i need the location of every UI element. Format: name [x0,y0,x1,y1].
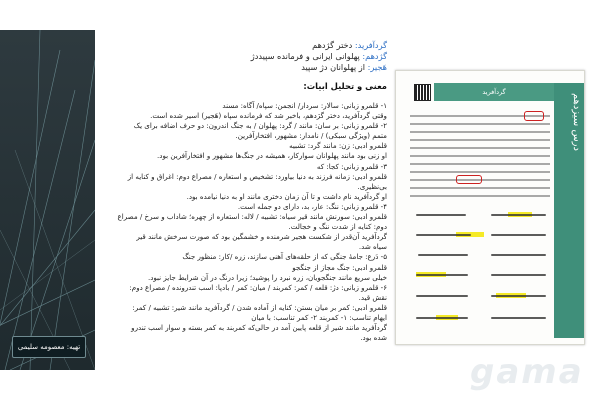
paragraph-line: ۲- قلمرو زبانی: بر سان: مانند / گرد: پهلوان / به جنگ اندرون: دو حرف اضافه برای یک [133,121,387,131]
paragraph-line: شده بود. [360,333,387,343]
header-line-1 [112,40,387,51]
paragraph-line: او زنی بود مانند پهلوانان سوارکار، همیشه در جنگ‌ها مشهور و افتخارآفرین بود. [157,151,387,161]
book-text-line [410,171,550,173]
paragraph-line: قلمرو ادبی: کمر بر میان بستن: کنایه از آماده شدن / گردآفرید مانند شیر: تشبیه / کمر: [132,302,387,312]
header-line-2 [112,51,387,62]
handwritten-line [416,214,466,216]
book-text-line [410,163,550,165]
book-text-line [410,187,550,189]
handwritten-line [418,254,468,256]
handwritten-line [491,274,546,276]
handwritten-line [491,317,546,319]
handwritten-line [416,274,468,276]
paragraph-line: ۶- قلمرو زبانی: دژ: قلعه / کمر: کمربند / میان: کمر / بادپا: اسب تندرونده / مصراع دوم: [129,282,387,292]
header-line-2-label: گژدهم: [362,51,387,61]
book-header-bar: گردآفرید [434,83,554,101]
paragraph-line: دوم: کنایه از شدت ننگ و خجالت. [288,222,387,232]
lesson-text-column [112,40,387,370]
book-text-line [410,195,550,197]
book-text-line [410,123,550,125]
book-text-line [410,155,550,157]
header-line-3 [112,62,387,73]
book-text-line [410,147,550,149]
paragraph-line: ۴- قلمرو زبانی: ننگ: عار، بد، دارای دو جمله است. [237,201,387,211]
book-page-image [395,70,585,345]
paragraph-line: گردآفرید مانند شیر از قلعه پایین آمد در حالی‌که کمربند به کمر بسته و سوار اسب تندرو [131,323,387,333]
header-line-3-value: از پهلوانان دژ سپید [301,62,366,72]
paragraph-line: قلمرو ادبی: زن: مانند گرد: تشبیه [289,141,387,151]
paragraph-line: ۵- دَرع: جامهٔ جنگی که از حلقه‌های آهنی سازند، زره /کار: منظور جنگ [182,252,387,262]
book-banner-title: درس سیزدهم [571,93,582,151]
paragraph-line: او گردآفرید نام داشت و تا آن زمان دختری مانند او به دنیا نیامده بود. [186,191,387,201]
handwritten-line [491,254,546,256]
book-text-line [410,131,550,133]
paragraph-line: گردآفرید آن‌قدر از شکست هجیر شرمنده و خشمگین بود که صورت سرخش مانند قیر [136,232,387,242]
red-annotation-mark [524,111,544,121]
author-badge: تهیه: معصومه سلیمی [12,336,86,358]
analysis-paragraphs [112,101,387,343]
paragraph-line: متمم (ویژگی سبکی) / نامدار: مشهور، افتخارآفرین. [235,131,387,141]
paragraph-line: بی‌نظیری. [357,181,387,191]
handwritten-line [416,317,468,319]
paragraph-line: خیلی سریع مانند جنگجویان، زره نبرد را پوشید؛ زیرا درنگ در آن شرایط جایز نبود. [147,272,387,282]
header-line-3-label: هَجیر: [367,62,387,72]
handwritten-line [491,234,546,236]
header-line-2-value: پهلوانی ایرانی و فرمانده سپیددژ [250,51,360,61]
paragraph-line: ایهام تناسب: ۱- کمربند ۲- کمر تناسب: با میان [251,312,387,322]
red-annotation-mark [456,175,482,184]
handwritten-line [416,234,471,236]
handwritten-line [491,214,546,216]
header-line-1-label: گردآفرید: [354,40,387,50]
handwritten-line [416,295,468,297]
paragraph-line: قلمرو ادبی: جنگ مجاز از جنگجو [292,262,387,272]
section-title: معنی و تحلیل ابیات: [303,81,387,91]
handwritten-line [491,295,546,297]
book-text-line [410,139,550,141]
paragraph-line: وقتی گردآفرید، دختر گژدهم، باخبر شد که فرمانده سپاه (هَجیر) اسیر شده است. [150,111,387,121]
paragraph-line: سیاه شد. [358,242,387,252]
watermark-logo: gama [470,352,584,392]
qr-code-icon [414,84,431,101]
paragraph-line: قلمرو ادبی: سورنش مانند قیر سیاه: تشبیه / لاله: استعاره از چهره؛ شاداب و سرخ / مصراع [117,212,387,222]
header-line-1-value: دختر گژدهم [312,40,353,50]
paragraph-line: نقش قید. [358,292,387,302]
paragraph-line: قلمرو ادبی: زمانه فرزند به دنیا بیاورد: تشخیص و استعاره / مصراع دوم: اغراق و کنایه از [127,171,387,181]
decorative-lines-graphic [0,30,95,370]
paragraph-line: ۳- قلمرو زبانی: کجا: که [316,161,387,171]
paragraph-line: ۱- قلمرو زبانی: سالار: سردار/ انجمن: سپاه/ آگاه: مسند [222,101,387,110]
decorative-left-panel [0,30,95,370]
